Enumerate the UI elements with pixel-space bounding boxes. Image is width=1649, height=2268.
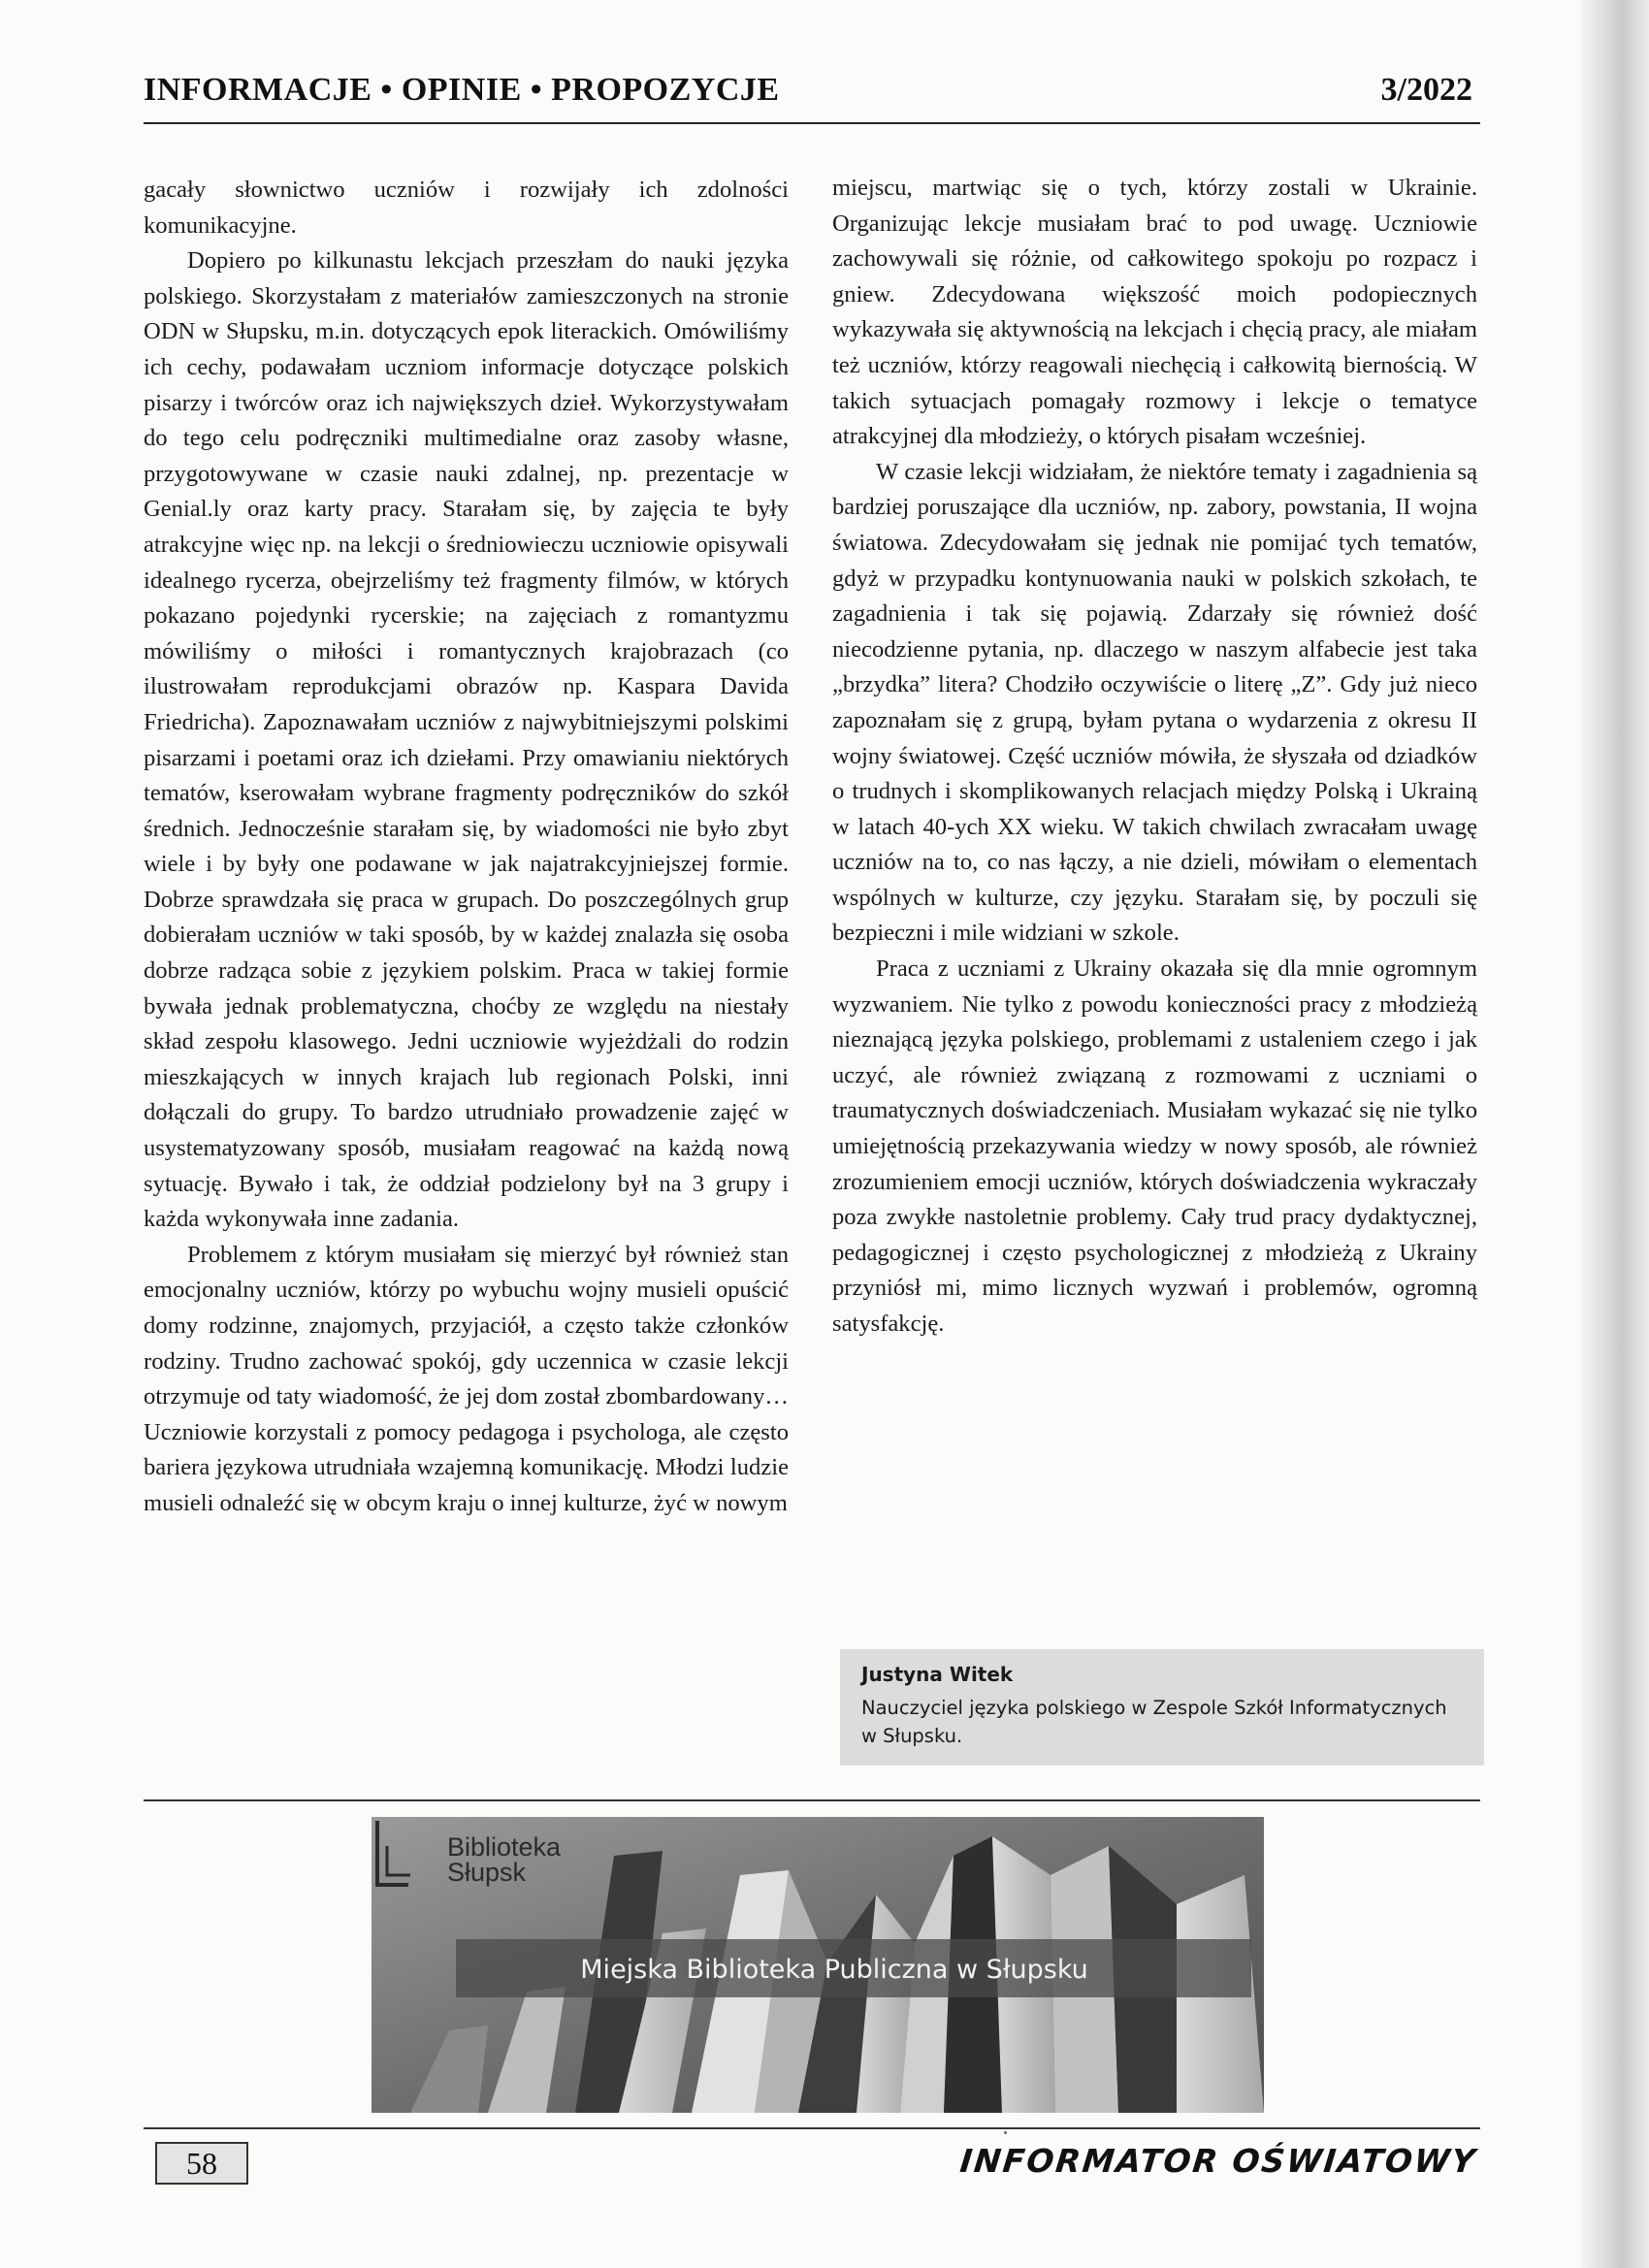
banner-caption	[456, 1939, 1251, 1997]
scan-edge-shadow	[1581, 0, 1649, 2268]
section-title: INFORMACJE • OPINIE • PROPOZYCJE	[144, 72, 780, 108]
divider	[144, 2127, 1480, 2129]
logo-line-1: Biblioteka	[447, 1832, 562, 1862]
banner-caption-text: Miejska Biblioteka Publiczna w Słupsku	[580, 1955, 1088, 1985]
paragraph: Problemem z którym musiałam się mierzyć był również stan emocjonalny uczniów, którzy po wybuchu wojny musieli opuścić domy rodzinne, znajomych, przyjaciół, a często także członków rodziny. Trudno zachować spokój, gdy uczennica w czasie lekcji otrzymuje od taty wiadomość, że jej dom został zbombardowany… Uczniowie korzystali z pomocy pedagoga i psychologa, ale często bariera językowa utrudniała wzajemną komunikację. Młodzi ludzie musieli odnaleźć się w obcym kraju o innej kulturze, żyć w nowym	[144, 1241, 789, 1516]
page-header	[144, 68, 1480, 124]
page-number: 58	[155, 2142, 248, 2185]
logo-line-2: Słupsk	[447, 1858, 527, 1887]
paragraph: miejscu, martwiąc się o tych, którzy zostali w Ukrainie. Organizując lekcje musiałam brać to pod uwagę. Uczniowie zachowywali się różnie, od całkowitego spokoju po rozpacz i gniew. Zdecydowana większość moich podopiecznych wykazywała się aktywnością na lekcjach i chęcią pracy, ale miałam też uczniów, którzy reagowali niechęcią i całkowitą biernością. W takich sytuacjach pomagały rozmowy i lekcje o tematyce atrakcyjnej dla młodzieży, o których pisałam wcześniej.	[832, 175, 1477, 450]
scan-speck	[1004, 2131, 1007, 2134]
article-left-column	[144, 173, 789, 1522]
issue-number: 3/2022	[1380, 72, 1472, 108]
author-description: Nauczyciel języka polskiego w Zespole Szkół Informatycznych w Słupsku.	[861, 1697, 1447, 1747]
paragraph: Dopiero po kilkunastu lekcjach przeszłam do nauki języka polskiego. Skorzystałam z materiałów zamieszczonych na stronie ODN w Słupsku, m.in. dotyczących epok literackich. Omówiliśmy ich cechy, podawałam uczniom informacje dotyczące polskich pisarzy i twórców oraz ich największych dzieł. Wykorzystywałam do tego celu podręczniki multimedialne oraz zasoby własne, przygotowywane w czasie nauki zdalnej, np. prezentacje w Genial.ly oraz karty pracy. Starałam się, by zajęcia te były atrakcyjne więc np. na lekcji o średniowieczu uczniowie opisywali idealnego rycerza, obejrzeliśmy też fragmenty filmów, w których pokazano pojedynki rycerskie; na zajęciach z romantyzmu mówiliśmy o miłości i romantycznych krajobrazach (co ilustrowałam reprodukcjami obrazów np. Kaspara Davida Friedricha). Zapoznawałam uczniów z najwybitniejszymi polskimi pisarzami i poetami oraz ich dziełami. Przy omawianiu niektórych tematów, kserowałam wybrane fragmenty podręczników do szkół średnich. Jednocześnie starałam się, by wiadomości nie było zbyt wiele i by były one podawane w jak najatrakcyjniejszej formie. Dobrze sprawdzała się praca w grupach. Do poszczególnych grup dobierałam uczniów w taki sposób, by w każdej znalazła się osoba dobrze radząca sobie z językiem polskim. Praca w takiej formie bywała jednak problematyczna, choćby ze względu na niestały skład zespołu klasowego. Jedni uczniowie wyjeżdżali do rodzin mieszkających w innych krajach lub regionach Polski, inni dołączali do grupy. To bardzo utrudniało prowadzenie zajęć w usystematyzowany sposób, musiałam reagować na każdą nową sytuację. Bywało i tak, że oddział podzielony był na 3 grupy i każda wykonywała inne zadania.	[144, 247, 789, 1233]
paragraph: Praca z uczniami z Ukrainy okazała się dla mnie ogromnym wyzwaniem. Nie tylko z powodu konieczności pracy z młodzieżą nieznającą języka polskiego, problemami z ustaleniem czego i jak uczyć, ale również związaną z rozmowami z uczniami o traumatycznych doświadczeniach. Musiałam wykazać się nie tylko umiejętnością przekazywania wiedzy w nowy sposób, ale również zrozumieniem emocji uczniów, których doświadczenia wykraczały poza zwykłe nastoletnie problemy. Cały trud pracy dydaktycznej, pedagogicznej i często psychologicznej z młodzieżą z Ukrainy przyniósł mi, mimo licznych wyzwań i problemów, ogromną satysfakcję.	[832, 956, 1477, 1337]
article-right-column	[832, 171, 1477, 1343]
divider	[144, 1799, 1480, 1801]
paragraph: W czasie lekcji widziałam, że niektóre tematy i zagadnienia są bardziej poruszające dla uczniów, np. zabory, powstania, II wojna światowa. Zdecydowałam się jednak nie pomijać tych tematów, gdyż w przypadku kontynuowania nauki w polskich szkołach, te zagadnienia i tak się pojawią. Zdarzały się również dość niecodzienne pytania, np. dlaczego w naszym alfabecie jest taka „brzydka” litera? Chodziło oczywiście o literę „Z”. Gdy już nieco zapoznałam się z grupą, byłam pytana o wydarzenia z okresu II wojny światowej. Część uczniów mówiła, że słyszała od dziadków o trudnych i skomplikowanych relacjach między Polską i Ukrainą w latach 40-ych XX wieku. W takich chwilach zwracałam uwagę uczniów na to, co nas łączy, a nie dzieli, mówiłam o elementach wspólnych w kulturze, czy języku. Starałam się, by poczuli się bezpieczni i mile widziani w szkole.	[832, 458, 1477, 947]
library-logo-text	[447, 1834, 564, 1885]
library-logo-icon	[372, 1817, 414, 1898]
author-name: Justyna Witek	[861, 1663, 1014, 1686]
publication-name: INFORMATOR OŚWIATOWY	[957, 2142, 1479, 2180]
author-box	[840, 1649, 1484, 1766]
paragraph: gacały słownictwo uczniów i rozwijały ich zdolności komunikacyjne.	[144, 177, 789, 239]
